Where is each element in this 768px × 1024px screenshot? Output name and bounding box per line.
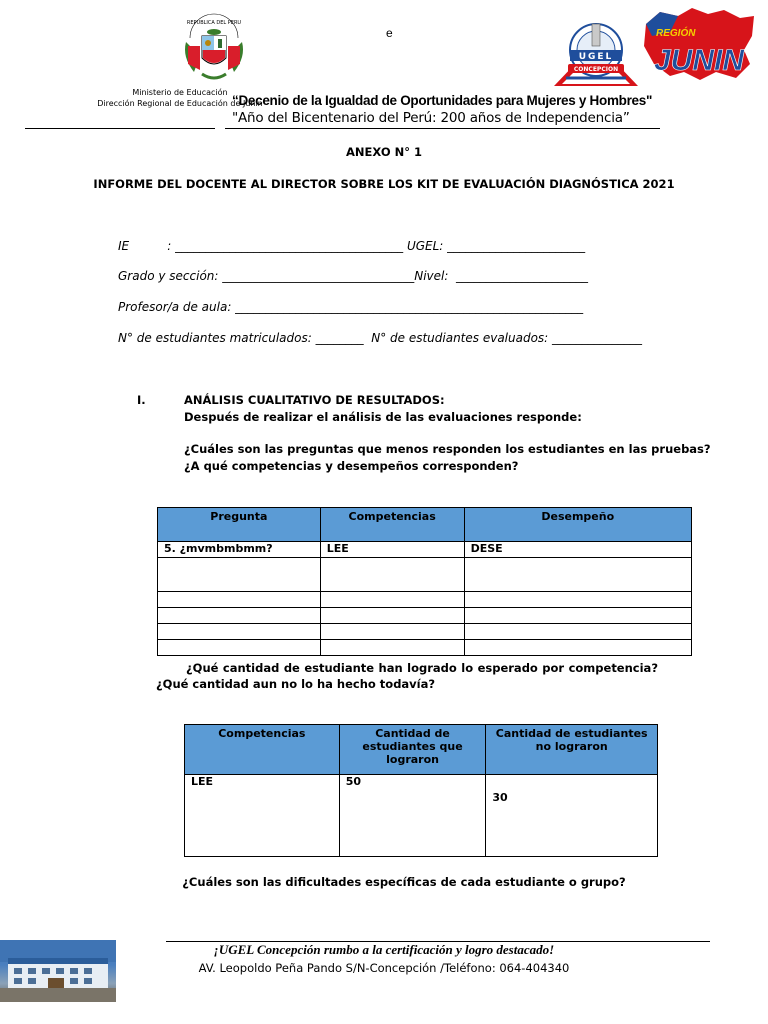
crest-text: REPUBLICA DEL PERU [186,20,242,26]
cell-competencia[interactable]: LEE [320,542,464,558]
region-junin-logo [640,6,758,82]
empty-cell[interactable] [464,592,691,608]
table-row [158,542,692,558]
footer-address: AV. Leopoldo Peña Pando S/N-Concepción /Teléfono: 064-404340 [198,961,570,975]
empty-cell[interactable] [158,592,321,608]
cell-pregunta[interactable]: 5. ¿mvmbmbmm? [158,542,321,558]
question-2: ¿Qué cantidad de estudiante han logrado lo esperado por competencia? ¿Qué cantidad aun no lo ha hecho todavía? [156,661,658,691]
table-header-row [185,725,658,775]
table-row [158,640,692,656]
annex-title: ANEXO N° 1 [346,145,422,159]
decenio-motto: “Decenio de la Igualdad de Oportunidades para Mujeres y Hombres" [232,93,653,108]
empty-cell[interactable] [158,558,321,592]
regional-direction-name: Dirección Regional de Educación de Junín [97,99,263,108]
junin-logo-text: JUNIN [654,44,745,77]
cell-competencia[interactable]: LEE [185,775,340,857]
table-row [158,592,692,608]
section-heading: ANÁLISIS CUALITATIVO DE RESULTADOS: [184,393,445,407]
table-row [158,608,692,624]
ugel-logo-text: UGEL [578,52,614,62]
empty-cell[interactable] [464,624,691,640]
empty-cell[interactable] [320,558,464,592]
section-number: I. [137,393,146,407]
year-name: "Año del Bicentenario del Perú: 200 años de Independencia” [232,110,630,126]
question-3: ¿Cuáles son las dificultades específicas de cada estudiante o grupo? [182,875,626,889]
question-1-line-1: ¿Cuáles son las preguntas que menos responden los estudiantes en las pruebas? [184,442,711,456]
peru-coat-of-arms-logo [180,12,248,84]
column-header-competencias: Competencias [185,725,340,775]
ministry-name: Ministerio de Educación [132,88,228,97]
table-header-row [158,508,692,542]
section-intro: Después de realizar el análisis de las evaluaciones responde: [184,410,582,424]
cell-lograron[interactable]: 50 [339,775,486,857]
ie-ugel-field[interactable]: IE : ______________________________________ UGEL: _______________________ [118,239,586,253]
empty-cell[interactable] [320,592,464,608]
empty-cell[interactable] [464,558,691,592]
empty-cell[interactable] [158,608,321,624]
empty-cell[interactable] [320,624,464,640]
empty-cell[interactable] [158,640,321,656]
header-divider-left [25,128,215,129]
questions-table [157,507,692,656]
table-row [158,624,692,640]
empty-cell[interactable] [320,640,464,656]
teacher-field[interactable]: Profesor/a de aula: __________________________________________________________ [118,300,584,314]
achievement-table [184,724,658,857]
header-letter: e [386,26,393,40]
cell-no-lograron[interactable]: 30 [486,775,658,857]
ugel-concepcion-logo [548,12,644,90]
grade-level-field[interactable]: Grado y sección: ________________________________Nivel: ______________________ [118,269,589,283]
empty-cell[interactable] [464,640,691,656]
cell-desempeno[interactable]: DESE [464,542,691,558]
students-count-field[interactable]: N° de estudiantes matriculados: ________ N° de estudiantes evaluados: _______________ [118,331,643,345]
empty-cell[interactable] [158,624,321,640]
region-logo-text: REGIÓN [656,28,696,39]
column-header-desempeno: Desempeño [464,508,691,542]
column-header-lograron: Cantidad de estudiantes que lograron [339,725,486,775]
column-header-no-lograron: Cantidad de estudiantes no lograron [486,725,658,775]
question-1-line-2: ¿A qué competencias y desempeños corresponden? [184,459,519,473]
ugel-logo-subtext: CONCEPCION [573,66,619,73]
header-divider-right [225,128,660,129]
column-header-pregunta: Pregunta [158,508,321,542]
table-row [185,775,658,857]
column-header-competencias: Competencias [320,508,464,542]
footer-slogan: ¡UGEL Concepción rumbo a la certificación y logro destacado! [213,942,555,957]
empty-cell[interactable] [320,608,464,624]
table-row [158,558,692,592]
report-title: INFORME DEL DOCENTE AL DIRECTOR SOBRE LOS KIT DE EVALUACIÓN DIAGNÓSTICA 2021 [93,177,675,191]
empty-cell[interactable] [464,608,691,624]
